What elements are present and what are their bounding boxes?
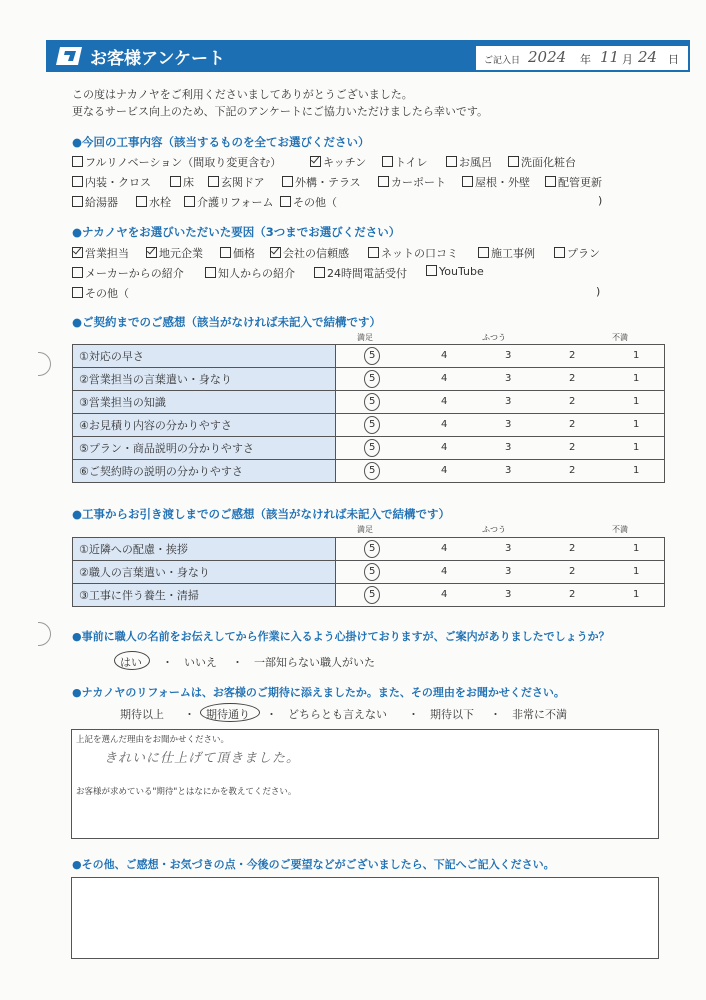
q4-title: ●工事からお引き渡しまでのご感想（該当がなければ未記入で結構です） bbox=[72, 507, 451, 521]
q1-checkbox[interactable] bbox=[282, 176, 293, 187]
q1-option[interactable] bbox=[310, 154, 366, 170]
q3-scale-low: 不満 bbox=[612, 333, 628, 342]
q3-score-option[interactable]: 5 bbox=[369, 396, 376, 407]
q3-row bbox=[73, 391, 665, 414]
q4-score-option[interactable]: 2 bbox=[569, 566, 576, 577]
q4-score-option[interactable]: 5 bbox=[369, 589, 376, 600]
page-title: お客様アンケート bbox=[90, 49, 225, 69]
q4-row bbox=[73, 584, 665, 607]
q3-selected-circle bbox=[364, 439, 380, 457]
q1-option[interactable] bbox=[282, 174, 361, 190]
q4-row-label: ①近隣への配慮・挨拶 bbox=[73, 538, 336, 561]
q1-checkbox[interactable] bbox=[208, 176, 219, 187]
q3-score-option[interactable]: 4 bbox=[441, 442, 448, 453]
q2-option[interactable] bbox=[146, 245, 203, 261]
q3-row-label: ②営業担当の言葉遣い・身なり bbox=[73, 368, 336, 391]
q3-selected-circle bbox=[364, 393, 380, 411]
q1-option[interactable] bbox=[545, 174, 602, 190]
q3-row-values bbox=[336, 437, 665, 460]
q2-option[interactable] bbox=[72, 285, 129, 301]
q4-score-option[interactable]: 4 bbox=[441, 566, 448, 577]
q6-separator: ・ bbox=[184, 708, 195, 721]
q6-title: ●ナカノヤのリフォームは、お客様のご期待に添えましたか。また、その理由をお聞かせください。 bbox=[72, 686, 565, 699]
q3-score-option[interactable]: 5 bbox=[369, 465, 376, 476]
q2-checkbox[interactable] bbox=[146, 247, 157, 258]
q5-choice[interactable]: はい bbox=[120, 656, 142, 669]
q3-score-option[interactable]: 4 bbox=[441, 373, 448, 384]
q2-checkbox[interactable] bbox=[314, 267, 325, 278]
q1-checkbox[interactable] bbox=[170, 176, 181, 187]
q2-checkbox[interactable] bbox=[72, 247, 83, 258]
q1-option-label: お風呂 bbox=[459, 156, 492, 169]
q6-reason-prompt: 上記を選んだ理由をお聞かせください。 bbox=[76, 735, 230, 745]
q2-option-label: メーカーからの紹介 bbox=[85, 267, 184, 280]
q1-option[interactable] bbox=[72, 174, 151, 190]
q3-score-option[interactable]: 2 bbox=[569, 350, 576, 361]
q1-checkbox[interactable] bbox=[280, 196, 291, 207]
q4-score-option[interactable]: 5 bbox=[369, 543, 376, 554]
q3-selected-circle bbox=[364, 416, 380, 434]
q2-option[interactable] bbox=[270, 245, 349, 261]
q3-rating-table bbox=[72, 344, 665, 483]
q3-score-option[interactable]: 3 bbox=[505, 350, 512, 361]
q3-row-label: ⑤プラン・商品説明の分かりやすさ bbox=[73, 437, 336, 460]
q4-row-label: ②職人の言葉遣い・身なり bbox=[73, 561, 336, 584]
q4-row bbox=[73, 561, 665, 584]
q1-option[interactable] bbox=[72, 194, 118, 210]
q2-option-label: 知人からの紹介 bbox=[218, 267, 295, 280]
q4-score-option[interactable]: 1 bbox=[633, 589, 640, 600]
q4-score-option[interactable]: 4 bbox=[441, 589, 448, 600]
date-field[interactable] bbox=[475, 45, 689, 71]
q6-separator: ・ bbox=[408, 708, 419, 721]
q3-row-values bbox=[336, 391, 665, 414]
q2-option-label: 価格 bbox=[233, 247, 255, 260]
q3-score-option[interactable]: 2 bbox=[569, 419, 576, 430]
q2-checkbox[interactable] bbox=[368, 247, 379, 258]
q3-score-option[interactable]: 1 bbox=[633, 419, 640, 430]
q3-score-option[interactable]: 2 bbox=[569, 373, 576, 384]
q1-checkbox[interactable] bbox=[72, 176, 83, 187]
q1-checkbox[interactable] bbox=[446, 156, 457, 167]
q1-option[interactable] bbox=[378, 174, 446, 190]
q2-checkbox[interactable] bbox=[72, 267, 83, 278]
q1-option-label: 内装・クロス bbox=[85, 176, 151, 189]
q4-score-option[interactable]: 3 bbox=[505, 566, 512, 577]
q3-score-option[interactable]: 1 bbox=[633, 442, 640, 453]
q1-option[interactable] bbox=[208, 174, 265, 190]
q2-checkbox[interactable] bbox=[220, 247, 231, 258]
q1-checkbox[interactable] bbox=[136, 196, 147, 207]
q2-option[interactable] bbox=[426, 265, 484, 278]
q1-checkbox[interactable] bbox=[378, 176, 389, 187]
q2-title: ●ナカノヤをお選びいただいた要因（3つまでお選びください） bbox=[72, 225, 401, 239]
q3-score-option[interactable]: 5 bbox=[369, 419, 376, 430]
q6-reason-answer: きれいに仕上げて頂きました。 bbox=[104, 751, 301, 766]
q4-score-option[interactable]: 4 bbox=[441, 543, 448, 554]
q6-expect-prompt: お客様が求めている"期待"とはなにかを教えてください。 bbox=[76, 787, 297, 797]
q3-row-label: ④お見積り内容の分かりやすさ bbox=[73, 414, 336, 437]
q1-checkbox[interactable] bbox=[382, 156, 393, 167]
q3-score-option[interactable]: 4 bbox=[441, 396, 448, 407]
q4-score-option[interactable]: 1 bbox=[633, 566, 640, 577]
q3-row bbox=[73, 368, 665, 391]
q3-row-label: ①対応の早さ bbox=[73, 345, 336, 368]
q2-option-label: 24時間電話受付 bbox=[327, 267, 407, 280]
q4-row-values bbox=[336, 584, 665, 607]
q1-option-label: 外構・テラス bbox=[295, 176, 361, 189]
q1-option-label: 給湯器 bbox=[85, 196, 118, 209]
q7-comment-box[interactable] bbox=[71, 877, 659, 959]
q1-checkbox[interactable] bbox=[72, 156, 83, 167]
q3-scale-mid: ふつう bbox=[482, 333, 506, 342]
q3-row-values bbox=[336, 345, 665, 368]
q2-option[interactable] bbox=[72, 245, 129, 261]
q1-checkbox[interactable] bbox=[508, 156, 519, 167]
q2-checkbox[interactable] bbox=[72, 287, 83, 298]
q3-score-option[interactable]: 4 bbox=[441, 419, 448, 430]
q4-score-option[interactable]: 3 bbox=[505, 589, 512, 600]
q6-selected-oval bbox=[200, 703, 260, 722]
q3-score-option[interactable]: 3 bbox=[505, 396, 512, 407]
q4-row-values bbox=[336, 538, 665, 561]
q5-choice[interactable]: 一部知らない職人がいた bbox=[254, 656, 375, 669]
q3-scale-high: 満足 bbox=[357, 333, 373, 342]
q1-option-label: トイレ bbox=[395, 156, 428, 169]
q1-option-label: 屋根・外壁 bbox=[475, 176, 530, 189]
q3-selected-circle bbox=[364, 370, 380, 388]
q6-choice[interactable]: 期待以上 bbox=[120, 708, 164, 721]
q2-option-label: プラン bbox=[567, 247, 600, 260]
q2-option[interactable] bbox=[368, 245, 458, 261]
q2-close-paren: ) bbox=[596, 285, 601, 298]
q3-row bbox=[73, 437, 665, 460]
q3-score-option[interactable]: 1 bbox=[633, 373, 640, 384]
q4-score-option[interactable]: 2 bbox=[569, 589, 576, 600]
q5-title: ●事前に職人の名前をお伝えしてから作業に入るよう心掛けておりますが、ご案内がありましたでしょうか？ bbox=[72, 630, 610, 643]
q6-choice[interactable]: 期待以下 bbox=[430, 708, 474, 721]
q1-option-label: その他（ bbox=[293, 196, 337, 209]
q3-title: ●ご契約までのご感想（該当がなければ未記入で結構です） bbox=[72, 315, 382, 329]
q1-option[interactable] bbox=[462, 174, 530, 190]
date-day: 24 bbox=[638, 48, 658, 66]
date-year: 2024 bbox=[528, 48, 567, 66]
year-unit: 年 bbox=[580, 53, 591, 66]
q3-row-label: ⑥ご契約時の説明の分かりやすさ bbox=[73, 460, 336, 483]
q4-selected-circle bbox=[364, 540, 380, 558]
q3-score-option[interactable]: 5 bbox=[369, 373, 376, 384]
q1-option[interactable] bbox=[170, 174, 194, 190]
q5-separator: ・ bbox=[232, 656, 243, 669]
q1-option[interactable] bbox=[382, 154, 427, 170]
q4-score-option[interactable]: 5 bbox=[369, 566, 376, 577]
q2-checkbox[interactable] bbox=[426, 265, 437, 276]
q3-row-label: ③営業担当の知識 bbox=[73, 391, 336, 414]
q1-checkbox[interactable] bbox=[462, 176, 473, 187]
intro-line-1: この度はナカノヤをご利用くださいましてありがとうございました。 bbox=[72, 88, 413, 101]
q4-selected-circle bbox=[364, 586, 380, 604]
q4-row-values bbox=[336, 561, 665, 584]
q4-scale-high: 満足 bbox=[357, 525, 373, 534]
q3-score-option[interactable]: 4 bbox=[441, 350, 448, 361]
q6-choice[interactable]: 非常に不満 bbox=[512, 708, 567, 721]
q4-score-option[interactable]: 1 bbox=[633, 543, 640, 554]
q2-option-label: 営業担当 bbox=[85, 247, 129, 260]
q4-row-label: ③工事に伴う養生・清掃 bbox=[73, 584, 336, 607]
q1-option[interactable] bbox=[136, 194, 171, 210]
q1-checkbox[interactable] bbox=[310, 156, 321, 167]
q2-option[interactable] bbox=[72, 265, 184, 281]
q1-option-label: カーポート bbox=[391, 176, 446, 189]
q1-checkbox[interactable] bbox=[72, 196, 83, 207]
month-unit: 月 bbox=[622, 53, 633, 66]
q3-score-option[interactable]: 3 bbox=[505, 465, 512, 476]
company-logo-icon bbox=[56, 47, 82, 65]
q4-row bbox=[73, 538, 665, 561]
q3-score-option[interactable]: 2 bbox=[569, 465, 576, 476]
q3-selected-circle bbox=[364, 347, 380, 365]
q1-title: ●今回の工事内容（該当するものを全てお選びください） bbox=[72, 135, 370, 149]
q3-row-values bbox=[336, 460, 665, 483]
q2-option-label: その他（ bbox=[85, 287, 129, 300]
q1-option[interactable] bbox=[508, 154, 576, 170]
q2-option[interactable] bbox=[554, 245, 600, 261]
q2-checkbox[interactable] bbox=[478, 247, 489, 258]
q4-score-option[interactable]: 3 bbox=[505, 543, 512, 554]
q3-row bbox=[73, 414, 665, 437]
q2-option[interactable] bbox=[478, 245, 535, 261]
q7-title: ●その他、ご感想・お気づきの点・今後のご要望などがございましたら、下記へご記入ください。 bbox=[72, 858, 555, 871]
q3-row bbox=[73, 345, 665, 368]
q1-checkbox[interactable] bbox=[545, 176, 556, 187]
q1-option-label: 洗面化粧台 bbox=[521, 156, 576, 169]
q3-score-option[interactable]: 5 bbox=[369, 350, 376, 361]
q1-option[interactable] bbox=[72, 154, 281, 170]
q3-score-option[interactable]: 2 bbox=[569, 396, 576, 407]
q2-option-label: 地元企業 bbox=[159, 247, 203, 260]
q1-option-label: フルリノベーション（間取り変更含む） bbox=[85, 156, 282, 169]
q4-scale-mid: ふつう bbox=[482, 525, 506, 534]
q3-selected-circle bbox=[364, 462, 380, 480]
day-unit: 日 bbox=[668, 53, 679, 66]
q3-score-option[interactable]: 4 bbox=[441, 465, 448, 476]
q3-score-option[interactable]: 5 bbox=[369, 442, 376, 453]
q6-choice[interactable]: どちらとも言えない bbox=[288, 708, 387, 721]
q6-separator: ・ bbox=[490, 708, 501, 721]
q1-close-paren: ) bbox=[598, 194, 603, 207]
q2-option-label: YouTube bbox=[439, 265, 484, 278]
q2-option[interactable] bbox=[220, 245, 255, 261]
q3-row-values bbox=[336, 368, 665, 391]
q6-choice[interactable]: 期待通り bbox=[206, 708, 250, 721]
q1-option-label: キッチン bbox=[323, 156, 367, 169]
punch-hole-mark bbox=[38, 352, 51, 376]
q4-scale-low: 不満 bbox=[612, 525, 628, 534]
q3-row bbox=[73, 460, 665, 483]
q3-score-option[interactable]: 1 bbox=[633, 465, 640, 476]
q1-option[interactable] bbox=[280, 194, 337, 210]
q3-score-option[interactable]: 3 bbox=[505, 419, 512, 430]
intro-line-2: 更なるサービス向上のため、下記のアンケートにご協力いただけましたら幸いです。 bbox=[72, 105, 489, 118]
q1-option[interactable] bbox=[446, 154, 492, 170]
q3-row-values bbox=[336, 414, 665, 437]
q3-score-option[interactable]: 2 bbox=[569, 442, 576, 453]
q4-selected-circle bbox=[364, 563, 380, 581]
q2-option-label: ネットの口コミ bbox=[381, 247, 458, 260]
q2-checkbox[interactable] bbox=[270, 247, 281, 258]
q2-option-label: 施工事例 bbox=[491, 247, 535, 260]
q4-rating-table bbox=[72, 537, 665, 607]
q3-score-option[interactable]: 3 bbox=[505, 373, 512, 384]
q1-option-label: 水栓 bbox=[149, 196, 171, 209]
q5-selected-oval bbox=[114, 651, 150, 670]
q5-choice[interactable]: いいえ bbox=[184, 656, 217, 669]
punch-hole-mark bbox=[38, 622, 51, 646]
q6-reason-box[interactable] bbox=[71, 729, 659, 839]
date-month: 11 bbox=[600, 48, 620, 66]
q2-checkbox[interactable] bbox=[554, 247, 565, 258]
q2-checkbox[interactable] bbox=[205, 267, 216, 278]
q6-separator: ・ bbox=[266, 708, 277, 721]
q2-option[interactable] bbox=[205, 265, 295, 281]
q3-score-option[interactable]: 3 bbox=[505, 442, 512, 453]
q3-score-option[interactable]: 1 bbox=[633, 396, 640, 407]
q3-score-option[interactable]: 1 bbox=[633, 350, 640, 361]
q5-separator: ・ bbox=[162, 656, 173, 669]
q1-option-label: 配管更新 bbox=[558, 176, 602, 189]
date-label: ご記入日 bbox=[484, 56, 521, 66]
q2-option-label: 会社の信頼感 bbox=[283, 247, 349, 260]
q1-option-label: 玄関ドア bbox=[221, 176, 265, 189]
q1-option[interactable] bbox=[184, 194, 273, 210]
q1-option-label: 床 bbox=[183, 176, 194, 189]
q1-option-label: 介護リフォーム bbox=[197, 196, 274, 209]
q2-option[interactable] bbox=[314, 265, 407, 281]
q4-score-option[interactable]: 2 bbox=[569, 543, 576, 554]
q1-checkbox[interactable] bbox=[184, 196, 195, 207]
